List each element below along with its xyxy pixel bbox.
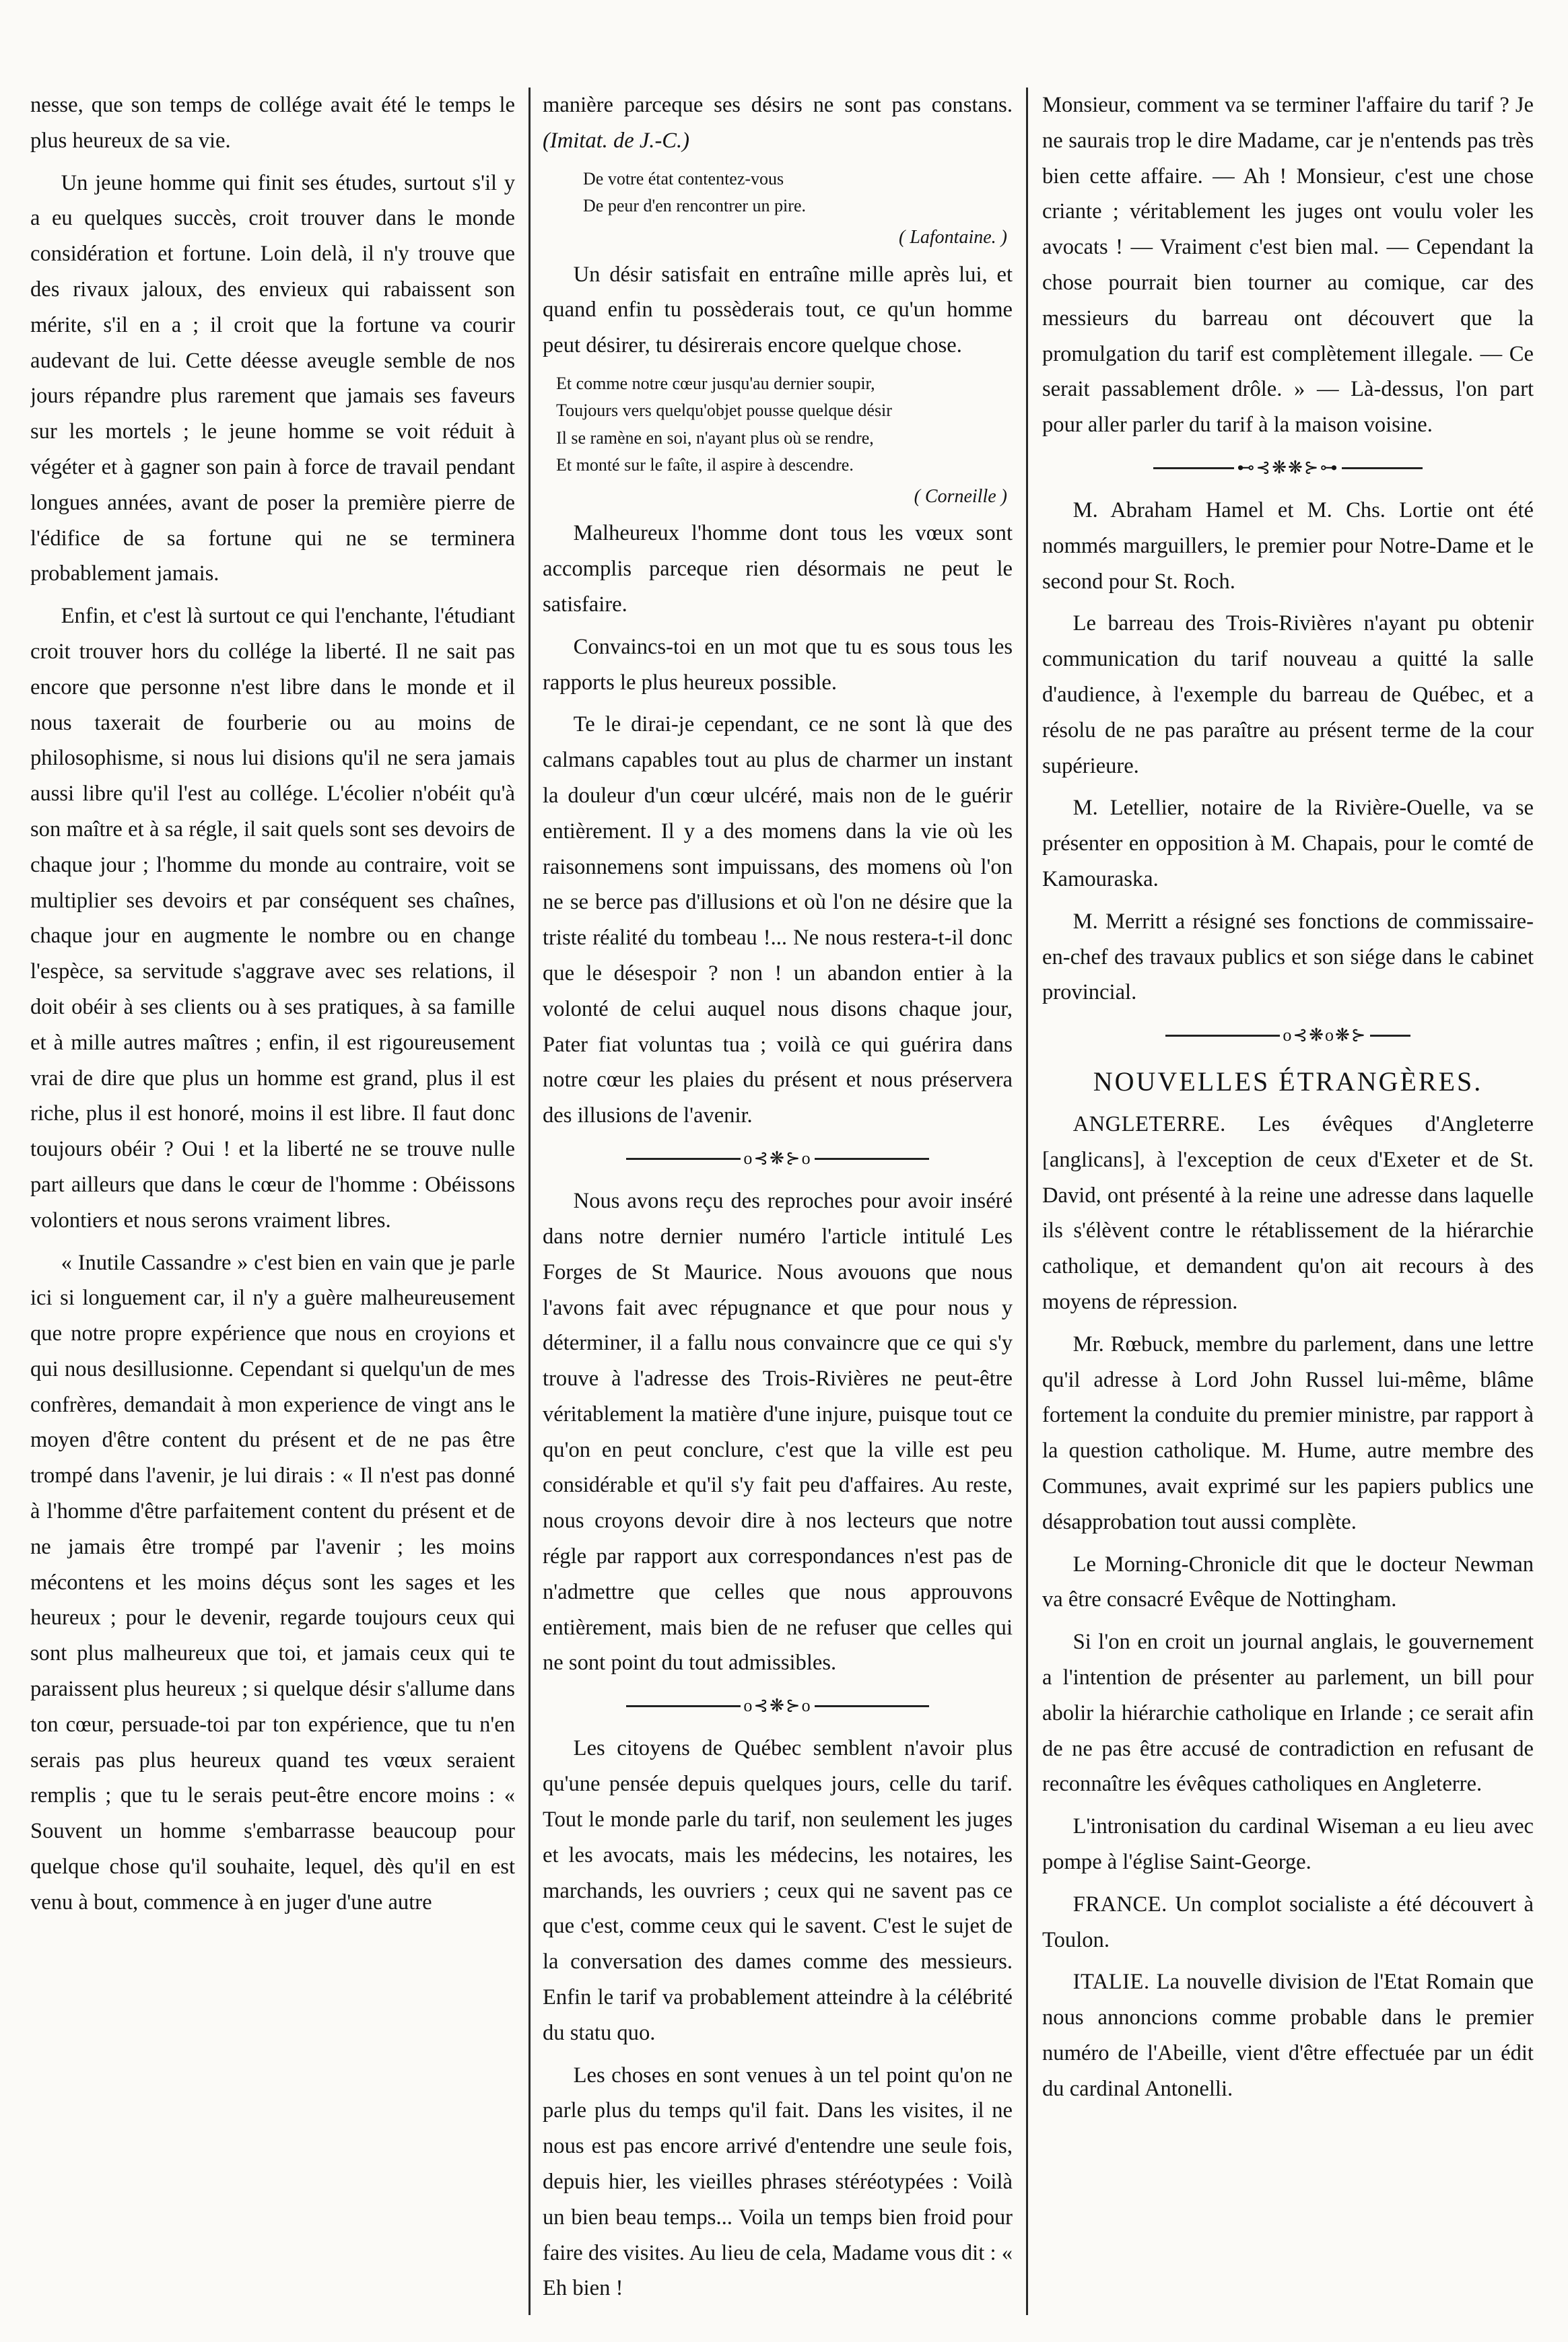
paragraph: M. Merritt a résigné ses fonctions de commissaire-en-chef des travaux publics et son siége dans le cabinet provincial.: [1042, 909, 1534, 1005]
paragraph: Mr. Rœbuck, membre du parlement, dans une lettre qu'il adresse à Lord John Russel lui-même, blâme fortement la conduite du premier ministre, par rapport à la question catholique. M. Hume, autre membre des Communes, avait exprimé sur les papiers publics une désapprobation tout aussi complète.: [1042, 1332, 1534, 1534]
ornament-divider: [543, 1143, 1013, 1173]
paragraph: Convaincs-toi en un mot que tu es sous tous les rapports le plus heureux possible.: [543, 634, 1013, 695]
paragraph-text: La nouvelle division de l'Etat Romain que nous annoncions comme probable dans le premier numéro de l'Abeille, vient d'être effectuée par un édit du cardinal Antonelli.: [1042, 1970, 1534, 2101]
paragraph: nesse, que son temps de collége avait été le temps le plus heureux de sa vie.: [30, 93, 515, 153]
column-3: [1042, 88, 1534, 2315]
paragraph: Le barreau des Trois-Rivières n'ayant pu obtenir communication du tarif nouveau a quitté la salle d'audience, à l'exemple du barreau de Québec, et a résolu de ne pas paraître au présent terme de la cour supérieure.: [1042, 611, 1534, 778]
section-heading: NOUVELLES ÉTRANGÈRES.: [1093, 1066, 1483, 1097]
paragraph: Les choses en sont venues à un tel point qu'on ne parle plus du temps qu'il fait. Dans les visites, il ne nous est pas encore arrivé d'entendre une seule fois, depuis hier, les vieilles phrases stéréotypées : Voilà un bien beau temps... Voila un temps bien froid pour faire des visites. Au lieu de cela, Madame vous dit : « Eh bien !: [543, 2063, 1013, 2301]
verse-line: Et monté sur le faîte, il aspire à descendre.: [556, 454, 854, 475]
verse-line: De votre état contentez-vous: [583, 168, 784, 188]
paragraph: M. Abraham Hamel et M. Chs. Lortie ont été nommés marguillers, le premier pour Notre-Dame et le second pour St. Roch.: [1042, 498, 1534, 594]
verse-quote: [583, 166, 1013, 220]
ornament-glyph: o⊰❋⊱o: [743, 1696, 812, 1716]
ornament-divider: [543, 1690, 1013, 1720]
citation-source: ( Corneille ): [914, 486, 1007, 508]
column-1: [30, 88, 515, 2315]
ornament-divider: [1042, 452, 1534, 482]
ornament-glyph: ⊷⊰❋❋⊱⊶: [1237, 457, 1339, 477]
section-lead: FRANCE.: [1072, 1892, 1167, 1917]
paragraph: Te le dirai-je cependant, ce ne sont là que des calmans capables tout au plus de charmer un instant la douleur d'un cœur ulcéré, mais non de le guérir entièrement. Il y a des momens dans la vie où les raisonnemens sont impuissans, des momens où l'on ne se berce pas d'illusions et où l'on ne désire que la triste réalité du tombeau !... Ne nous restera-t-il donc que le désespoir ? non ! un abandon entier à la volonté de celui auquel nous disons chaque jour, Pater fiat voluntas tua ; voilà ce qui guérira dans notre cœur les plaies du présent et nous préservera des illusions de l'avenir.: [543, 712, 1013, 1128]
paragraph-text: Les évêques d'Angleterre [anglicans], à l'exception de ceux d'Exeter et de St. David, ont présenté à la reine une adresse dans laquelle ils s'élèvent contre le rétablissement de la hiérarchie catholique, et demandent qu'on ait recours à des moyens de répression.: [1042, 1112, 1534, 1315]
verse-line: Toujours vers quelqu'objet pousse quelque désir: [556, 401, 892, 421]
citation-source: (Imitat. de J.-C.): [543, 128, 690, 153]
paragraph: [1042, 1107, 1534, 1320]
ornament-glyph: o⊰❋o❋⊱: [1283, 1025, 1367, 1045]
paragraph: [543, 88, 1013, 159]
paragraph: Nous avons reçu des reproches pour avoir inséré dans notre dernier numéro l'article intitulé Les Forges de St Maurice. Nous avouons que nous l'avons fait avec répugnance et que pour nous y déterminer, il a fallu nous convaincre que ce qui s'y trouve à l'adresse des Trois-Rivières ne peut-être véritablement la matière d'une injure, puisque tout ce qu'on en peut conclure, c'est que la ville est peu considérable et qu'il s'y fait peu d'affaires. Au reste, nous croyons devoir dire à nos lecteurs que notre régle par rapport aux correspondances n'est pas de n'admettre que celles que nous approuvons entièrement, mais bien de ne refuser que celles qui ne sont point du tout admissibles.: [543, 1189, 1013, 1676]
paragraph-text: Un complot socialiste a été découvert à Toulon.: [1042, 1892, 1534, 1952]
paragraph: Un jeune homme qui finit ses études, surtout s'il y a eu quelques succès, croit trouver dans le monde considération et fortune. Loin delà, il n'y trouve que des rivaux jaloux, des envieux qui rabaissent son mérite, s'il en a ; il croit que la fortune va courir audevant de lui. Cette déesse aveugle semble de nos jours répandre plus rarement que jamais ses faveurs sur les mortels ; le jeune homme se voit réduit à végéter et à gagner son pain à force de travail pendant longues années, avant de poser la première pierre de l'édifice de sa fortune qui ne se terminera probablement jamais.: [30, 170, 515, 586]
verse-line: Il se ramène en soi, n'ayant plus où se rendre,: [556, 427, 874, 448]
verse-line: Et comme notre cœur jusqu'au dernier soupir,: [556, 373, 875, 393]
paragraph: Si l'on en croit un journal anglais, le gouvernement a l'intention de présenter au parlement, un bill pour abolir la hiérarchie catholique en Irlande ; ce serait afin de ne pas être accusé de contradiction en refusant de reconnaître les évêques catholiques en Angleterre.: [1042, 1630, 1534, 1797]
paragraph: Le Morning-Chronicle dit que le docteur Newman va être consacré Evêque de Nottingham.: [1042, 1552, 1534, 1612]
section-lead: ITALIE.: [1072, 1970, 1150, 1995]
column-rule: [529, 88, 531, 2315]
paragraph: L'intronisation du cardinal Wiseman a eu lieu avec pompe à l'église Saint-George.: [1042, 1814, 1534, 1875]
paragraph: Monsieur, comment va se terminer l'affaire du tarif ? Je ne saurais trop le dire Madame, car je n'entends pas très bien cette affaire. — Ah ! Monsieur, c'est une chose criante ; véritablement les juges ont voulu voler les avocats ! — Vraiment c'est bien mal. — Cependant la chose pourrait bien tourner au comique, car des messieurs du barreau ont découvert que la promulgation du tarif est complètement illegale. — Ce serait passablement drôle. » — Là-dessus, l'on part pour aller parler du tarif à la maison voisine.: [1042, 93, 1534, 438]
column-rule: [1026, 88, 1028, 2315]
paragraph: M. Letellier, notaire de la Rivière-Ouelle, va se présenter en opposition à M. Chapais, pour le comté de Kamouraska.: [1042, 796, 1534, 892]
column-2: [543, 88, 1013, 2315]
paragraph: Malheureux l'homme dont tous les vœux sont accomplis parceque rien désormais ne peut le satisfaire.: [543, 521, 1013, 617]
paragraph: [1042, 1964, 1534, 2106]
paragraph: [1042, 1887, 1534, 1958]
ornament-glyph: o⊰❋⊱o: [743, 1148, 812, 1168]
paragraph: Un désir satisfait en entraîne mille après lui, et quand enfin tu possèderais tout, ce qu'un homme peut désirer, tu désirerais encore quelque chose.: [543, 262, 1013, 358]
verse-quote: [556, 370, 1013, 479]
paragraph: Enfin, et c'est là surtout ce qui l'enchante, l'étudiant croit trouver hors du collége la liberté. Il ne sait pas encore que personne n'est libre dans le monde et il nous taxerait de fourberie ou au moins de philosophisme, si nous lui disions qu'il ne sera jamais aussi libre qu'il l'est au collége. L'écolier n'obéit qu'à son maître et à sa régle, il sait quels sont ses devoirs de chaque jour ; l'homme du monde au contraire, voit se multiplier ses devoirs et par conséquent ses chaînes, chaque jour en augmente le nombre ou en change l'espèce, sa servitude s'aggrave avec ses relations, il doit obéir à ses clients ou à ses pratiques, à sa famille et à mille autres maîtres ; enfin, il est rigoureusement vrai de dire que plus un homme est grand, plus il est riche, plus il est honoré, moins il est libre. Il faut donc toujours obéir ? Oui ! et la liberté ne se trouve nulle part ailleurs que dans le cœur de l'homme : Obéissons volontiers et nous serons vraiment libres.: [30, 604, 515, 1233]
verse-line: De peur d'en rencontrer un pire.: [583, 195, 806, 215]
ornament-divider: [1042, 1020, 1534, 1049]
citation-source: ( Lafontaine. ): [899, 227, 1007, 248]
paragraph: Les citoyens de Québec semblent n'avoir plus qu'une pensée depuis quelques jours, celle du tarif. Tout le monde parle du tarif, non seulement les juges et les avocats, mais les médecins, les notaires, les marchands, les ouvriers ; ceux qui ne savent pas ce que c'est, comme ceux qui le savent. C'est le sujet de la conversation des dames comme des messieurs. Enfin le tarif va probablement atteindre à la célébrité du statu quo.: [543, 1736, 1013, 2045]
section-lead: ANGLETERRE.: [1072, 1112, 1226, 1137]
paragraph-text: manière parceque ses désirs ne sont pas constans.: [543, 93, 1013, 117]
paragraph: « Inutile Cassandre » c'est bien en vain que je parle ici si longuement car, il n'y a guère malheureusement que notre propre expérience que nous en croyions et qui nous desillusionne. Cependant si quelqu'un de mes confrères, demandait à mon experience de vingt ans le moyen d'être content du présent et de ne pas être trompé dans l'avenir, je lui dirais : « Il n'est pas donné à l'homme d'être parfaitement content du présent et de ne jamais être trompé par l'avenir ; les moins mécontens et les moins déçus sont les sages et les heureux ; pour le devenir, regarde toujours ceux qui sont plus malheureux que toi, et jamais ceux qui te paraissent plus heureux ; si quelque désir s'allume dans ton cœur, persuade-toi par ton expérience, que tu n'en serais pas plus heureux quand tes vœux seraient remplis ; que tu le serais peut-être encore moins : « Souvent un homme s'embarrasse beaucoup pour quelque chose qu'il souhaite, lequel, dès qu'il en est venu à bout, commence à en juger d'une autre: [30, 1250, 515, 1915]
